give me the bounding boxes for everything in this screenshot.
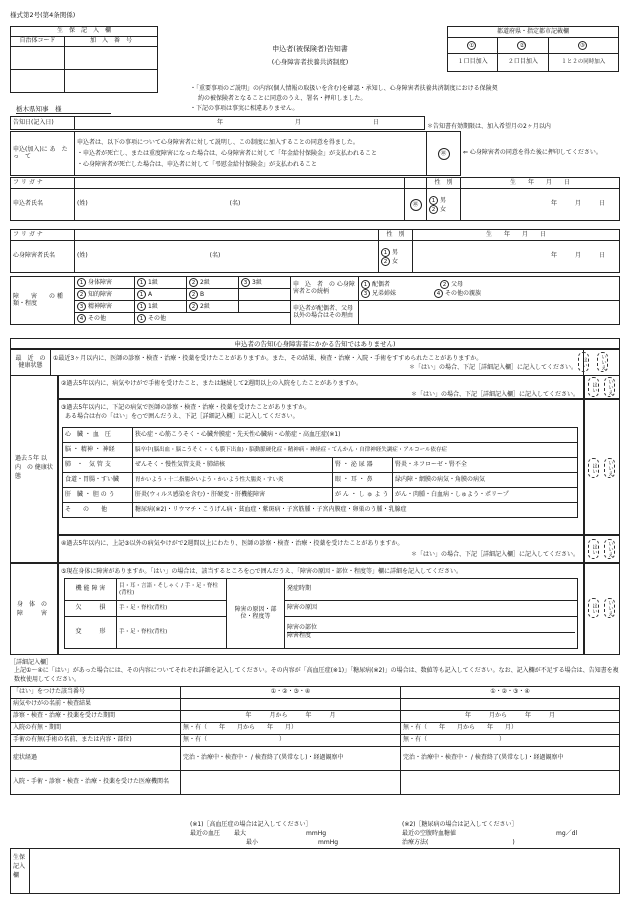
detail-field[interactable]: 完治・治療中・検査中・ / 検査終了(異常なし)・経過観察中 [401,747,620,771]
q1-text: ①最近3ヶ月以内に、医師の診察・検査・治療・投薬を受けたことがありますか。また、その結果、検査・治療・入院・手術をすすめられたことがありますか。 ＊「はい」の場合、下記［詳細記入欄］に記入してください。 [51,350,584,376]
applicant-gender-field[interactable]: 1 男 2 女 [427,189,461,221]
q1-no[interactable]: いいえ [597,352,608,372]
dm-block: (※2)［糖尿病の場合は記入してください］ 最近の空腹時血糖値 mg／dl 治療方法( ) [402,821,578,846]
applicant-seal-spacer [405,178,427,189]
body-cat-function: 機 能 障 害 [65,579,117,601]
q3-yes[interactable]: はい [588,458,599,478]
apply-text: 申込者は、以下の事項について心身障害者に対して説明し、この制度に加入することの同意を得ました。 ・申込者が死亡し、または重度障害になった場合は、心身障害者に対して「年金給付保険金」が支払われること ・心身障害者が死亡した場合は、申込者に対して「弔慰金給付保険金」が支払われること [75,132,427,176]
member-number-label: 加 入 番 号 [65,37,158,47]
applicant-furigana-label: フ リ ガ ナ [11,178,75,189]
body-label-cell: 身 体 の 障 害 [10,563,58,655]
staff-box [10,26,158,93]
disability-grade-1-1[interactable]: 1 1級 [135,277,187,289]
disability-other[interactable]: 1 その他 [135,313,291,325]
disability-grade-2-2[interactable]: 2 B [187,289,239,301]
q2-yes[interactable]: はい [588,377,599,397]
disability-label: 障 害 の 種類・程度 [11,277,75,325]
detail-field[interactable]: 年 月から 年 月 [181,711,401,723]
validity-note: ＊告知書有効期限は、加入希望月の2ヶ月以内 [427,123,551,130]
disability-grade-2-3 [239,289,291,301]
detail-nums-right[interactable]: ①・②・③・④ [401,687,620,699]
disability-grade-1-3[interactable]: 3 3級 [239,277,291,289]
past-health-label-cell: 過去５年 以 内 の 健康状態 [10,375,58,563]
disease-cat: 肝 臓 ・ 胆 の う [63,488,133,503]
disease-list: 糖尿病(※2)・リウマチ・こうげん病・貧血症・紫斑病・子宮筋腫・子宮内膜症・卵巣のう腫・乳腺症 [133,503,578,518]
pref-label-2: ２口目加入 [498,54,548,72]
disease-list: ぜんそく・慢性気管支炎・肺結核 [133,458,333,473]
disease-list: 腎炎・ネフローゼ・腎不全 [393,458,578,473]
pref-option-2[interactable]: ② [498,38,548,54]
disease-cat: 腎 ・ 泌 尿 器 [333,458,393,473]
form-number: 様式第2号(第4条関係) [10,11,76,19]
disabled-gender-label: 性 別 [379,230,413,241]
detail-field[interactable] [181,699,401,711]
detail-nums-left[interactable]: ①・②・③・④ [181,687,401,699]
cause-onset[interactable]: 発症時期 [285,579,578,601]
pref-label-3: １と２の同時加入 [548,54,618,72]
member-number-field[interactable] [65,47,158,70]
disability-row-2[interactable]: 2 知的障害 [75,289,135,301]
notice-date-label: 告知日(記入日) [11,117,75,130]
municipal-code-field[interactable] [11,47,65,70]
reason-field[interactable] [359,301,620,325]
disabled-section [10,229,620,273]
detail-row-label: 病気やけがの名前・検査結果 [11,699,181,711]
page-title: 申込者(被保険者)告知書 [272,45,348,53]
consent-notes: ・「重要事項のご説明」の内容(個人情報の取扱いを含む)を確認・承知し、心身障害者扶養共済制度における保険契 約の被保険者となることに同意のうえ、署名・押印しました。 ・下記の事項は事実に相違ありません。 [190,85,498,112]
detail-intro: ［詳細記入欄］ 上記①〜④に「はい」があった場合には、その内容についてそれぞれ詳細を記入してください。その内容が「高血圧症(※1)」「糖尿病(※2)」の場合は、数値等も記入してください。なお、記入欄が不足する場合は、告知書を複数枚使用してください。 [10,659,619,683]
page-subtitle: (心身障害者扶養共済制度) [271,58,349,66]
cause-extra[interactable]: 障害の部位 障害程度 [285,617,578,649]
disease-list: 肝炎(ウィルス感染を含む)・肝硬変・肝機能障害 [133,488,333,503]
applicant-name-field[interactable]: (姓) (名) [75,189,405,221]
applicant-name-label: 申込者氏名 [11,189,75,221]
disabled-name-label: 心身障害者氏名 [11,241,75,273]
disability-grade-3-3 [239,301,291,313]
staff-bottom-label: 生保 記入欄 [13,854,26,879]
disability-row-4[interactable]: 4 その他 [75,313,135,325]
disabled-birth-label: 生 年 月 日 [413,230,620,241]
relation-label: 申 込 者 の 心身障害者との続柄 [291,277,359,301]
disease-list: 狭心症・心筋こうそく・心臓弁膜症・先天性心臓病・心筋症・高血圧症(※1) [133,428,578,443]
q4-text: ④過去5年以内に、上記③以外の病気やけがで2週間以上にわたり、医師の診察・検査・治療・投薬を受けたことがありますか。 ＊「はい」の場合、下記［詳細記入欄］に記入してください。 [58,535,584,563]
detail-table [10,686,620,795]
apply-label: 申込(加入)に あ た っ て [11,132,75,176]
disease-cat: が ん ・ し ゅ よ う [333,488,393,503]
municipal-code-label: 自治体コード [11,37,65,47]
disease-cat: 肺 ・ 気 管 支 [63,458,133,473]
body-cat-deform: 変 形 [65,617,117,649]
cause-label: 障害の原因・部位・程度等 [227,579,285,649]
detail-no-label: 「はい」をつけた該当番号 [11,687,181,699]
q2-text: ②過去5年以内に、病気やけがで手術を受けたこと、または継続して2週間以上の入院をしたことがありますか。 ＊「はい」の場合、下記［詳細記入欄］に記入してください。 [58,375,584,399]
body-parts-deform[interactable]: 手・足・脊柱(背柱) [117,617,227,649]
recent-health-label: 最 近 の 健康状態 [11,350,51,376]
disabled-gender-field[interactable]: 1 男 2 女 [379,241,413,273]
body-cat-loss: 欠 損 [65,601,117,617]
applicant-seal[interactable]: ㊞ [405,189,427,221]
detail-field[interactable]: 無・有（ 年 月から 年 月） [401,723,620,735]
disability-grade-2-1[interactable]: 1 A [135,289,187,301]
apply-section [10,131,620,176]
notice-date-row [10,116,425,130]
detail-field[interactable]: 無・有（ ） [401,735,620,747]
apply-seal-note: ⇐ 心身障害者の同意を得た後に押印してください。 [463,149,602,157]
applicant-gender-label: 性 別 [427,178,461,189]
notice-header: 申込者の告知(心身障害者にかかる告知ではありません) [10,338,620,349]
disability-grade-3-1[interactable]: 1 1級 [135,301,187,313]
disabled-name-field[interactable]: (姓) (名) [75,241,379,273]
relation-options[interactable]: 1 配偶者 2 父母 3 兄弟姉妹 4 その他の親族 [359,277,620,301]
pref-label-1: １口目加入 [448,54,498,72]
disabled-furigana-field[interactable] [75,230,379,241]
disease-cat: そ の 他 [63,503,133,518]
disease-list: 胃かいよう・十二指腸かいよう・かいよう性大腸炎・すい炎 [133,473,333,488]
disabled-birth-field[interactable]: 年 月 日 [413,241,620,273]
prefecture-box-title: 都道府県・指定都市記載欄 [448,27,619,38]
q3-no[interactable]: いいえ [604,458,615,478]
disease-list: 緑内障・網膜の病気・角膜の病気 [393,473,578,488]
staff-bottom-box [10,848,620,894]
q5-no[interactable]: いいえ [604,598,615,618]
detail-row-label: 入院・手術・診察・検査・治療・投薬を受けた医療機関名 [11,771,181,795]
cause-reason[interactable]: 障害の原因 [285,601,578,617]
body-parts-loss[interactable]: 手・足・脊柱(背柱) [117,601,227,617]
detail-field[interactable]: 無・有（ 年 月から 年 月） [181,723,401,735]
disability-row-3[interactable]: 3 精神障害 [75,301,135,313]
q2-no[interactable]: いいえ [604,377,615,397]
detail-row-label: 診察・検査・治療・投薬を受けた期間 [11,711,181,723]
detail-row-label: 入院の有無・期間 [11,723,181,735]
disabled-furigana-label: フ リ ガ ナ [11,230,75,241]
disease-cat: 食道・胃腸・すい臓 [63,473,133,488]
hbp-block: (※1)［高血圧症の場合は記入してください］ 最近の血圧 最大 mmHg 最小 mmHg [190,821,339,846]
municipal-code-field-2[interactable] [11,70,65,93]
disease-cat: 脳 ・ 精神 ・ 神経 [63,443,133,458]
disability-grade-3-2[interactable]: 2 2級 [187,301,239,313]
q4-yes[interactable]: はい [588,539,599,559]
body-table [64,578,578,649]
disease-cat: 眼 ・ 耳 ・ 鼻 [333,473,393,488]
applicant-furigana-field[interactable] [75,178,405,189]
applicant-birth-label: 生 年 月 日 [461,178,620,189]
detail-row-label: 手術の有無(手術の名前、または内容・部位) [11,735,181,747]
applicant-birth-field[interactable]: 年 月 日 [461,189,620,221]
governor-label: 栃木県知事 様 [16,104,111,114]
reason-label: 申込者が配偶者、父母以外の場合はその理由 [291,301,359,325]
apply-seal-field[interactable]: ㊞ [427,132,461,176]
recent-health-section [10,349,620,376]
detail-field[interactable]: 年 月から 年 月 [401,711,620,723]
member-number-field-2[interactable] [65,70,158,93]
applicant-section [10,177,620,221]
q4-no[interactable]: いいえ [604,539,615,559]
disease-list: がん・肉腫・白血病・しゅよう・ポリープ [393,488,578,503]
notice-date-field[interactable]: 年 月 日 [75,117,425,130]
disability-grade-1-2[interactable]: 2 2級 [187,277,239,289]
pref-option-3[interactable]: ③ [548,38,618,54]
disability-section [10,276,620,325]
body-parts-function[interactable]: 目・耳・言語・そしゃく / 手・足・脊柱(背柱) [117,579,227,601]
detail-field[interactable] [401,771,620,795]
q3-box: ③過去5年以内に、下記の病気で医師の診察・検査・治療・投薬を受けたことがありますか。 ある場合は右の「はい」を○で囲んだうえ、下記［詳細記入欄］に記入してください。 [58,399,584,535]
pref-option-1[interactable]: ① [448,38,498,54]
staff-box-title: 生 保 記 入 欄 [11,27,158,37]
detail-field[interactable]: 完治・治療中・検査中・ / 検査終了(異常なし)・経過観察中 [181,747,401,771]
q5-yes[interactable]: はい [588,598,599,618]
detail-row-label: 症状経過 [11,747,181,771]
detail-field[interactable] [401,699,620,711]
q5-box: ⑤現在身体に障害がありますか。「はい」の場合は、該当するところを○で囲んだうえ、「障害の原因・部位・程度等」欄に詳細を記入してください。 [58,563,584,655]
disability-row-1[interactable]: 1 身体障害 [75,277,135,289]
disease-table [62,427,578,518]
disease-cat: 心 臓 ・ 血 圧 [63,428,133,443]
prefecture-box [447,26,619,72]
disease-list: 脳卒中(脳出血・脳こうそく・くも膜下出血)・脳動脈硬化症・精神病・神経症・てんかん・自律神経失調症・アルコール依存症 [133,443,578,458]
detail-field[interactable]: 無・有（ ） [181,735,401,747]
detail-field[interactable] [181,771,401,795]
q1-yes[interactable]: はい [578,352,589,372]
